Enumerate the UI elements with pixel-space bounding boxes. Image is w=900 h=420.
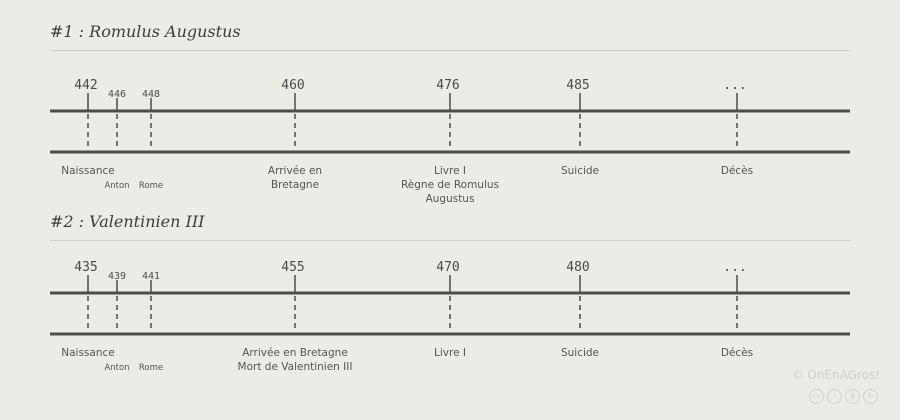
event-label: Livre I Règne de Romulus Augustus (400, 165, 500, 205)
sa-icon: ↻ (863, 389, 878, 404)
event-year: 441 (141, 271, 161, 282)
event-label: Anton (104, 181, 130, 191)
timeline-2-title: #2 : Valentinien III (50, 212, 205, 231)
nc-icon: $ (845, 389, 860, 404)
license-icons (809, 389, 878, 404)
event-label: Arrivée en Bretagne Mort de Valentinien III (237, 347, 353, 373)
timeline-1-divider (50, 50, 850, 51)
event-year: 470 (436, 260, 460, 275)
event-label: Arrivée en Bretagne (267, 165, 323, 191)
event-label: Naissance (61, 347, 115, 359)
event-label: Livre I (434, 347, 466, 359)
event-year: 476 (436, 78, 460, 93)
event-label: Naissance (61, 165, 115, 177)
event-year: 455 (281, 260, 305, 275)
event-year: ... (723, 260, 747, 275)
event-year: 446 (107, 89, 127, 100)
event-label: Décès (720, 165, 754, 177)
copyright-credit: © OnEnAGros! (791, 368, 880, 382)
event-year: 435 (74, 260, 98, 275)
cc-icon: cc (809, 389, 824, 404)
event-label: Anton (104, 363, 130, 373)
timeline-2 (0, 242, 900, 392)
by-icon: i (827, 389, 842, 404)
event-label: Suicide (560, 165, 600, 177)
event-year: 485 (566, 78, 590, 93)
event-label: Suicide (560, 347, 600, 359)
event-label: Décès (720, 347, 754, 359)
event-label: Rome (138, 181, 164, 191)
timeline-1 (0, 60, 900, 210)
timeline-2-divider (50, 240, 850, 241)
event-year: 460 (281, 78, 305, 93)
timeline-1-title: #1 : Romulus Augustus (50, 22, 241, 41)
event-year: 480 (566, 260, 590, 275)
event-year: 442 (74, 78, 98, 93)
event-label: Rome (138, 363, 164, 373)
event-year: 439 (107, 271, 127, 282)
event-year: ... (723, 78, 747, 93)
event-year: 448 (141, 89, 161, 100)
